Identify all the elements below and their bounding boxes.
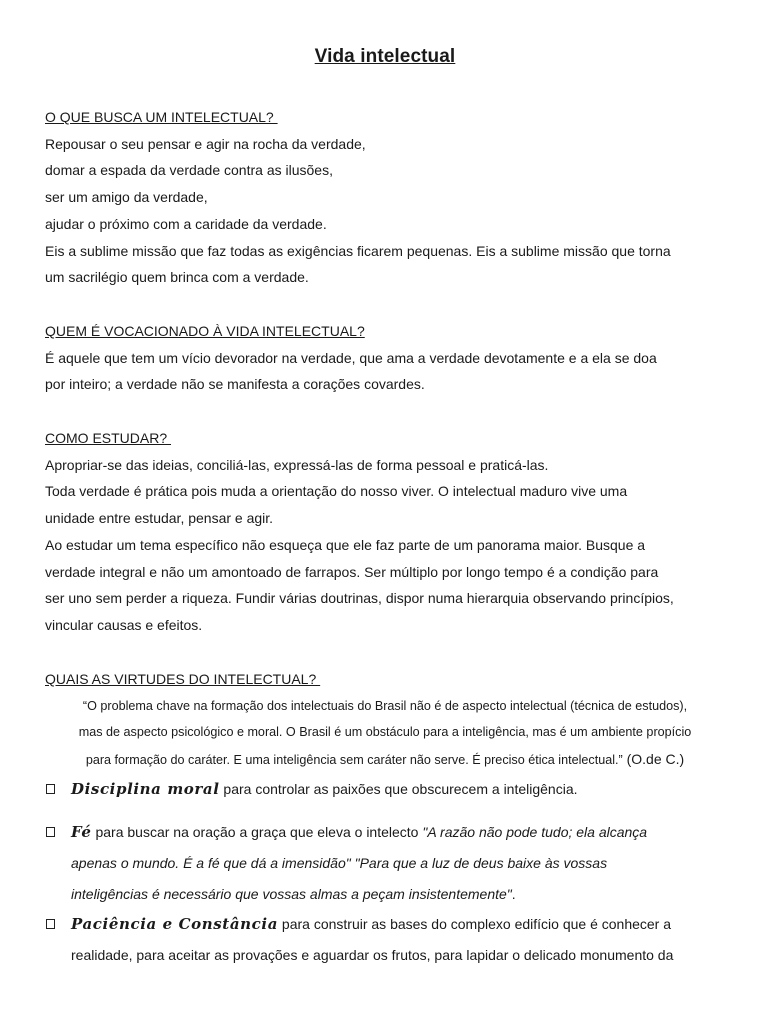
paragraph-line: ajudar o próximo com a caridade da verdade. [45,215,327,232]
section-virtues [45,666,725,773]
paragraph-line: vincular causas e efeitos. [45,616,203,633]
paragraph-line: um sacrilégio quem brinca com a verdade. [45,269,309,286]
paragraph-line: Repousar o seu pensar e agir na rocha da verdade, [45,135,366,152]
section-who-is-called [45,318,725,398]
virtue-description: para construir as bases do complexo edifício que é conhecer a [278,916,672,932]
quote-line: mas de aspecto psicológico e moral. O Brasil é um obstáculo para a inteligência, mas é um ambiente propício [78,725,692,740]
paragraph-line: Toda verdade é prática pois muda a orientação do nosso viver. O intelectual maduro vive uma [45,483,628,500]
paragraph-line: por inteiro; a verdade não se manifesta a corações covardes. [45,376,425,393]
section-what-seeks [45,104,725,291]
section-heading: O QUE BUSCA UM INTELECTUAL? [45,109,278,125]
paragraph-line: Apropriar-se das ideias, conciliá-las, expressá-las de forma pessoal e praticá-las. [45,456,549,473]
virtue-quote: "A razão não pode tudo; ela alcança [422,824,648,840]
virtue-term: Paciência e Constância [71,915,279,933]
virtue-quote: apenas o mundo. É a fé que dá a imensidão" "Para que a luz de deus baixe às vossas [71,855,608,871]
section-heading: COMO ESTUDAR? [45,430,172,446]
section-heading: QUEM É VOCACIONADO À VIDA INTELECTUAL? [45,323,365,339]
document-title: Vida intelectual [314,46,456,67]
paragraph-line: domar a espada da verdade contra as ilusões, [45,162,333,179]
quote-attribution: (O.de C.) [622,750,685,767]
bullet-box-icon [46,784,55,794]
virtue-term: Disciplina moral [71,780,220,798]
virtue-quote: inteligências é necessário que vossas almas a peçam insistentemente" [71,886,512,902]
bullet-box-icon [46,827,55,837]
paragraph-line: verdade integral e não um amontoado de farrapos. Ser múltiplo por longo tempo é a condição para [45,563,659,580]
paragraph-line: ser uno sem perder a riqueza. Fundir várias doutrinas, dispor numa hierarquia observando princípios, [45,590,674,607]
bullet-box-icon [46,919,55,929]
virtue-description: para controlar as paixões que obscurecem a inteligência. [219,781,578,797]
section-heading: QUAIS AS VIRTUDES DO INTELECTUAL? [45,671,321,687]
quote-line [45,746,725,774]
paragraph-line: É aquele que tem um vício devorador na verdade, que ama a verdade devotamente e a ela se doa [45,349,657,366]
paragraph-line: Eis a sublime missão que faz todas as exigências ficarem pequenas. Eis a sublime missão que torna [45,242,671,259]
paragraph-line: Ao estudar um tema específico não esqueça que ele faz parte de um panorama maior. Busque a [45,536,646,553]
virtue-term: Fé [71,823,92,841]
paragraph-line: unidade entre estudar, pensar e agir. [45,510,274,527]
sentence-end: . [511,886,516,902]
virtue-description: para buscar na oração a graça que eleva o intelecto [91,824,423,840]
virtue-description: realidade, para aceitar as provações e aguardar os frutos, para lapidar o delicado monumento da [71,947,674,963]
paragraph-line: ser um amigo da verdade, [45,189,208,206]
section-how-to-study [45,425,725,639]
quote-line: “O problema chave na formação dos intelectuais do Brasil não é de aspecto intelectual (técnica de estudos), [82,698,688,713]
quote-text: para formação do caráter. E uma inteligência sem caráter não serve. É preciso ética intelectual.” [85,752,623,767]
